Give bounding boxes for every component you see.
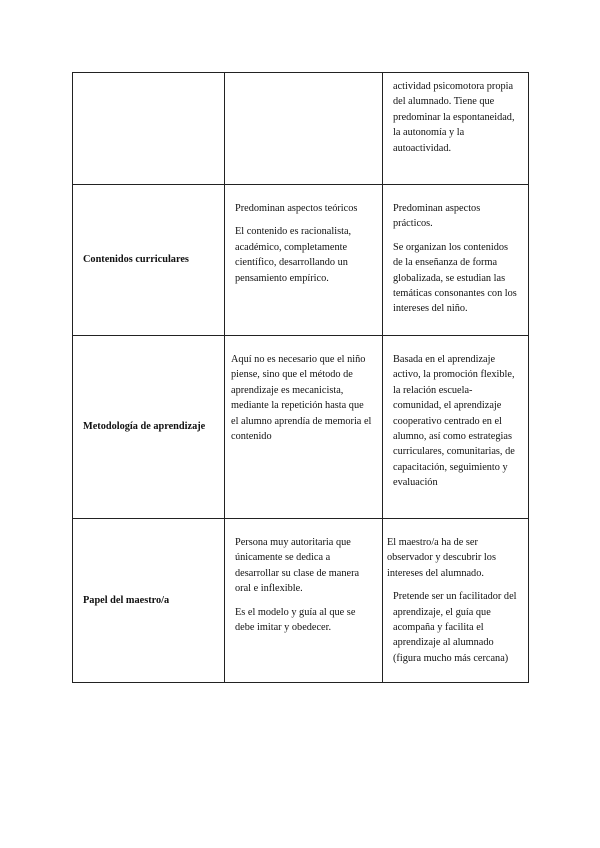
new-school-cell [383, 185, 529, 336]
cell-paragraph: Predominan aspectos prácticos. [393, 203, 481, 230]
cell-paragraph: Es el modelo y guía al que se debe imitar y obedecer. [235, 606, 356, 634]
row-label-cell [73, 336, 225, 519]
traditional-cell [225, 336, 383, 519]
cell-paragraph: Persona muy autoritaria que únicamente se dedica a desarrollar su clase de manera oral e inflexible. [235, 537, 360, 595]
traditional-cell [225, 519, 383, 683]
cell-paragraph: El maestro/a ha de ser observador y descubrir los intereses del alumnado. [387, 537, 496, 579]
new-school-cell [383, 519, 529, 683]
new-school-cell [383, 336, 529, 519]
traditional-cell [225, 185, 383, 336]
cell-paragraph: Pretende ser un facilitador del aprendizaje, el guía que acompaña y facilita el aprendizaje al alumnado (figura mucho más cercana) [393, 591, 517, 664]
row-label-cell [73, 185, 225, 336]
row-label: Metodología de aprendizaje [83, 421, 206, 433]
table-row [73, 519, 529, 683]
cell-paragraph: Predominan aspectos teóricos [235, 203, 358, 214]
row-label-cell [73, 519, 225, 683]
table-row [73, 73, 529, 185]
traditional-cell [225, 73, 383, 185]
cell-paragraph: Aquí no es necesario que el niño piense, sino que el método de aprendizaje es mecanicista, mediante la repetición hasta que el alumno aprendía de memoria el contenido [231, 354, 372, 443]
new-school-cell [383, 73, 529, 185]
cell-paragraph: Basada en el aprendizaje activo, la promoción flexible, la relación escuela- comunidad, el aprendizaje cooperativo centrado en el alumno, así como estrategias curriculares, comunitarias, de capacitación, seguimiento y evaluación [393, 354, 515, 489]
row-label: Contenidos curriculares [83, 254, 189, 266]
cell-paragraph: Se organizan los contenidos de la enseñanza de forma globalizada, se estudian las temáticas consonantes con los intereses del niño. [393, 241, 517, 315]
cell-paragraph: actividad psicomotora propia del alumnado. Tiene que predominar la espontaneidad, la autonomía y la autoactividad. [393, 81, 515, 154]
comparison-table [72, 72, 529, 683]
cell-paragraph: El contenido es racionalista, académico, completamente científico, desarrollando un pensamiento empírico. [235, 226, 352, 284]
row-label-cell [73, 73, 225, 185]
table-row [73, 336, 529, 519]
table-row [73, 185, 529, 336]
row-label: Papel del maestro/a [83, 594, 170, 606]
